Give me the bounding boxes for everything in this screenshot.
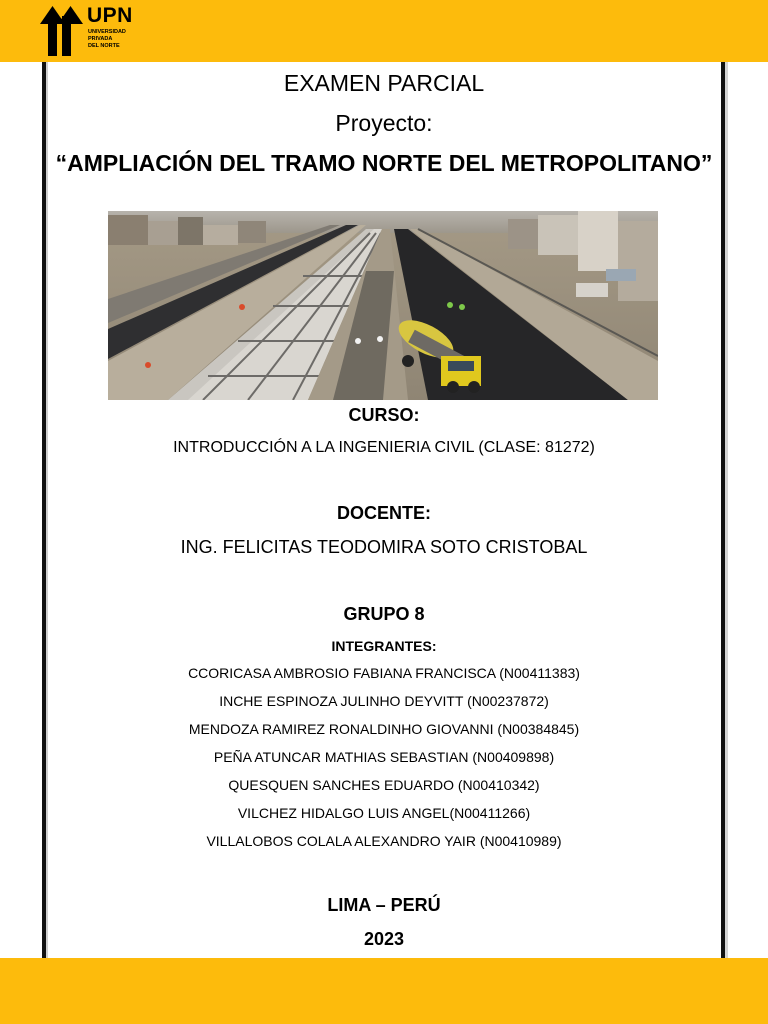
project-photo xyxy=(108,211,658,400)
logo-sub-line: PRIVADA xyxy=(88,36,113,42)
upn-arrow-icon xyxy=(40,4,86,58)
logo-sub-line: UNIVERSIDAD xyxy=(88,29,126,35)
teacher-label: DOCENTE: xyxy=(337,503,431,523)
member-name: PEÑA ATUNCAR MATHIAS SEBASTIAN (N00409898) xyxy=(213,749,555,765)
group-label: GRUPO 8 xyxy=(343,604,425,624)
member-name: INCHE ESPINOZA JULINHO DEYVITT (N00237872) xyxy=(219,693,549,709)
member-name: QUESQUEN SANCHES EDUARDO (N00410342) xyxy=(228,777,540,793)
exam-title: EXAMEN PARCIAL xyxy=(283,70,485,96)
member-name: MENDOZA RAMIREZ RONALDINHO GIOVANNI (N00384845) xyxy=(188,721,580,737)
members-label: INTEGRANTES: xyxy=(331,638,437,654)
course-label: CURSO: xyxy=(348,405,420,425)
frame-right-shadow xyxy=(725,62,728,958)
course-value: INTRODUCCIÓN A LA INGENIERIA CIVIL (CLASE: 81272) xyxy=(173,439,595,456)
member-name: CCORICASA AMBROSIO FABIANA FRANCISCA (N00411383) xyxy=(188,665,580,681)
logo-sub-line: DEL NORTE xyxy=(88,43,120,49)
member-name: VILLALOBOS COLALA ALEXANDRO YAIR (N00410989) xyxy=(206,833,562,849)
logo-brand: UPN xyxy=(87,4,133,27)
member-name: VILCHEZ HIDALGO LUIS ANGEL(N00411266) xyxy=(237,805,531,821)
highway-construction-image xyxy=(108,211,658,400)
logo-subtitle xyxy=(88,29,148,50)
place: LIMA – PERÚ xyxy=(327,895,441,915)
upn-logo xyxy=(40,4,140,58)
project-title: “AMPLIACIÓN DEL TRAMO NORTE DEL METROPOLITANO” xyxy=(55,150,713,176)
project-label: Proyecto: xyxy=(335,110,433,136)
year: 2023 xyxy=(363,929,405,949)
footer-band xyxy=(0,958,768,1024)
teacher-value: ING. FELICITAS TEODOMIRA SOTO CRISTOBAL xyxy=(180,537,588,557)
